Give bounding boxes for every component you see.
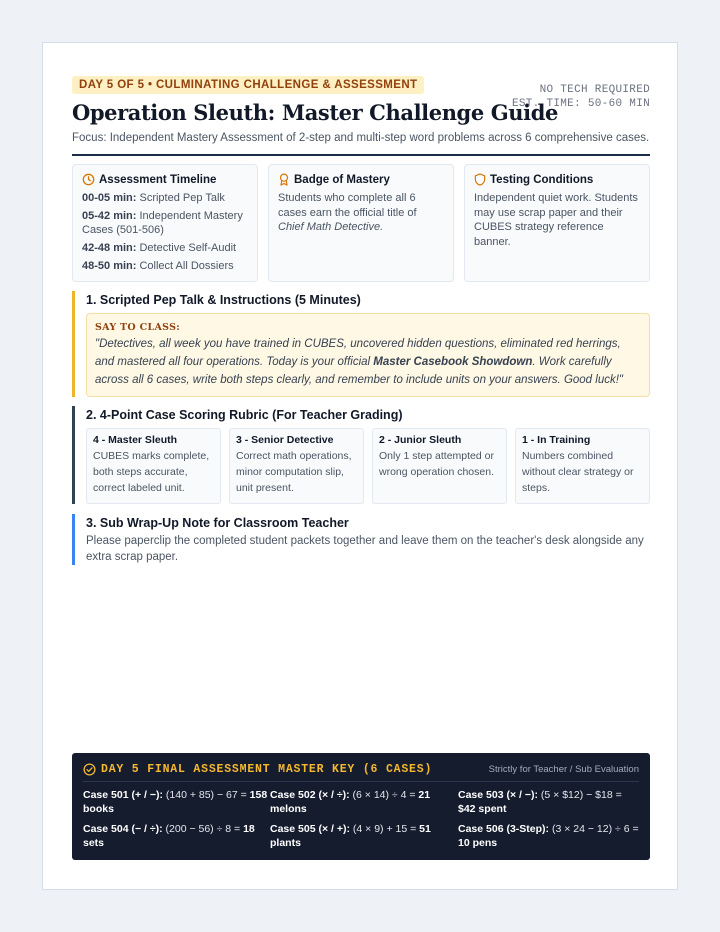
pep-talk-script: [95, 335, 641, 389]
case-answer: 158 books: [83, 789, 268, 815]
badge-card-text: [278, 191, 444, 235]
timeline-card-title: Assessment Timeline: [99, 173, 217, 186]
case-answer: 51 plants: [270, 823, 431, 849]
rubric-level: [86, 428, 221, 504]
timeline-row: [82, 241, 248, 255]
rubric-grid: [86, 428, 650, 504]
rubric-level-text: CUBES marks complete, both steps accurate, correct labeled unit.: [93, 450, 210, 494]
badge-title-emphasis: Chief Math Detective.: [278, 221, 384, 233]
page-title: Operation Sleuth: Master Challenge Guide: [72, 100, 558, 125]
rubric-level-text: Numbers combined without clear strategy or steps.: [522, 450, 634, 494]
conditions-card: [464, 164, 650, 282]
timeline-time: 00-05 min:: [82, 192, 137, 204]
focus-line: Focus: Independent Mastery Assessment of 2-step and multi-step word problems across 6 comprehensive cases.: [72, 132, 650, 144]
rubric-level-text: Only 1 step attempted or wrong operation chosen.: [379, 450, 494, 478]
case-expression: (140 + 85) − 67 =: [165, 789, 247, 801]
award-icon: [278, 173, 290, 186]
clock-icon: [82, 173, 95, 186]
section-sub-note-title: 3. Sub Wrap-Up Note for Classroom Teacher: [86, 516, 349, 530]
say-to-class-label: SAY TO CLASS:: [95, 322, 181, 333]
case-label: Case 502 (× / ÷):: [270, 789, 350, 801]
badge-text: Students who complete all 6 cases earn the official title of: [278, 192, 417, 219]
pep-talk-emphasis: Master Casebook Showdown: [373, 356, 533, 368]
sub-note-text: Please paperclip the completed student packets together and leave them on the teacher's desk alongside any extra scrap paper.: [86, 535, 644, 563]
meta-no-tech: NO TECH REQUIRED: [539, 84, 650, 96]
badge-card: [268, 164, 454, 282]
meta-est-time: EST. TIME: 50-60 MIN: [511, 98, 650, 110]
answer-key-grid: [83, 788, 639, 850]
section-rubric-title: 2. 4-Point Case Scoring Rubric (For Teacher Grading): [86, 408, 403, 422]
answer-case: [458, 788, 639, 816]
timeline-row: [82, 191, 248, 205]
say-to-class-box: [86, 313, 650, 397]
timeline-time: 42-48 min:: [82, 242, 137, 254]
section-pep-talk: [72, 291, 650, 397]
badge-card-header: [278, 173, 444, 186]
case-label: Case 504 (− / ÷):: [83, 823, 163, 835]
case-answer: $42 spent: [458, 803, 507, 815]
answer-case: [270, 788, 458, 816]
pep-talk-text-start: "Detectives, all week you have trained in CUBES, uncovered hidden questions, eliminated red herrings, and mastered all four operations. Today is your official: [95, 338, 621, 368]
day-tag: DAY 5 OF 5 • CULMINATING CHALLENGE & ASSESSMENT: [72, 76, 424, 94]
timeline-text: Independent Mastery Cases (501-506): [82, 210, 243, 236]
rubric-level-title: 1 - In Training: [522, 434, 591, 446]
page-content: [72, 75, 650, 565]
answer-case: [83, 788, 270, 816]
timeline-text: Scripted Pep Talk: [139, 192, 225, 204]
info-cards: [72, 164, 650, 282]
rubric-level: [229, 428, 364, 504]
case-answer: 18 sets: [83, 823, 255, 849]
timeline-text: Collect All Dossiers: [139, 260, 234, 272]
header-divider: [72, 154, 650, 156]
section-rubric: [72, 406, 650, 504]
case-label: Case 505 (× / +):: [270, 823, 350, 835]
answer-key-header: [83, 763, 639, 782]
case-label: Case 501 (+ / −):: [83, 789, 163, 801]
rubric-level-title: 3 - Senior Detective: [236, 434, 334, 446]
timeline-time: 05-42 min:: [82, 210, 137, 222]
answer-key-title-group: [83, 763, 432, 776]
answer-key-note: Strictly for Teacher / Sub Evaluation: [488, 764, 639, 775]
answer-case: [83, 822, 270, 850]
rubric-level-title: 2 - Junior Sleuth: [379, 434, 462, 446]
rubric-level-text: Correct math operations, minor computation slip, unit present.: [236, 450, 352, 494]
timeline-text: Detective Self-Audit: [139, 242, 237, 254]
timeline-card-header: [82, 173, 248, 186]
timeline-row: [82, 259, 248, 273]
conditions-card-title: Testing Conditions: [490, 173, 594, 186]
case-expression: (3 × 24 − 12) ÷ 6 =: [551, 823, 639, 835]
case-label: Case 503 (× / −):: [458, 789, 538, 801]
worksheet-page: [42, 42, 678, 890]
answer-case: [270, 822, 458, 850]
answer-key-title: DAY 5 FINAL ASSESSMENT MASTER KEY (6 CASES): [101, 763, 433, 776]
conditions-card-header: [474, 173, 640, 186]
rubric-level-title: 4 - Master Sleuth: [93, 434, 178, 446]
timeline-row: [82, 209, 248, 237]
answer-key-panel: [72, 753, 650, 860]
conditions-card-text: Independent quiet work. Students may use scrap paper and their CUBES strategy reference banner.: [474, 192, 638, 248]
section-pep-talk-title: 1. Scripted Pep Talk & Instructions (5 Minutes): [86, 293, 361, 307]
case-label: Case 506 (3-Step):: [458, 823, 550, 835]
timeline-time: 48-50 min:: [82, 260, 137, 272]
case-expression: (200 − 56) ÷ 8 =: [165, 823, 241, 835]
case-expression: (6 × 14) ÷ 4 =: [352, 789, 416, 801]
case-answer: 21 melons: [270, 789, 431, 815]
case-answer: 10 pens: [458, 837, 498, 849]
pep-talk-text-end: . Work carefully across all 6 cases, write both steps clearly, and remember to include units on your answers. Good luck!": [95, 356, 624, 386]
rubric-level: [515, 428, 650, 504]
check-circle-icon: [83, 763, 96, 776]
timeline-card: [72, 164, 258, 282]
section-sub-note: [72, 514, 650, 565]
badge-card-title: Badge of Mastery: [294, 173, 390, 186]
case-expression: (5 × $12) − $18 =: [540, 789, 622, 801]
rubric-level: [372, 428, 507, 504]
case-expression: (4 × 9) + 15 =: [352, 823, 417, 835]
shield-icon: [474, 173, 486, 186]
meta-block: [512, 83, 650, 111]
answer-case: [458, 822, 639, 850]
